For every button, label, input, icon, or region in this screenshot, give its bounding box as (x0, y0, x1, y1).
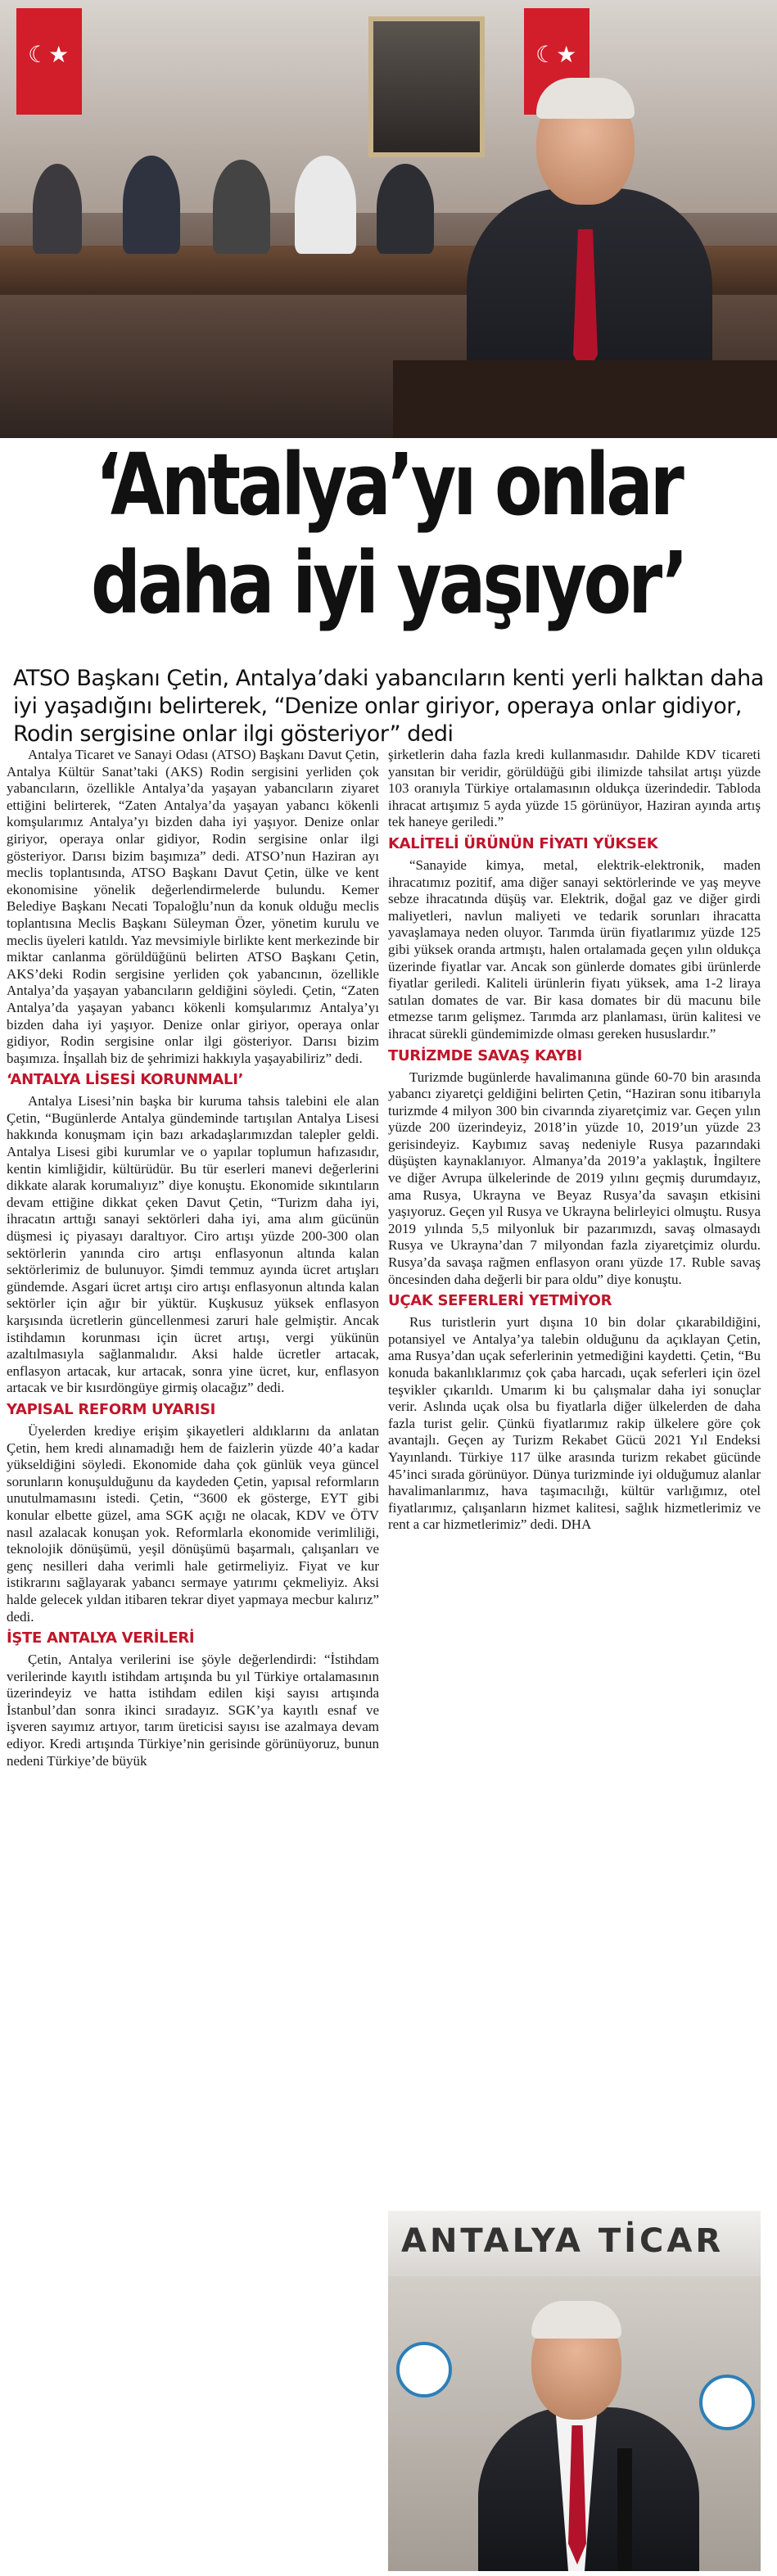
section-heading: İŞTE ANTALYA VERİLERİ (7, 1629, 195, 1647)
section-heading: YAPISAL REFORM UYARISI (7, 1400, 216, 1418)
microphone (617, 2448, 632, 2571)
turkish-flag-left (16, 8, 82, 115)
portrait-hair (531, 2301, 621, 2339)
attendee (33, 164, 82, 254)
bottom-photo (388, 2211, 761, 2571)
attendee (213, 160, 270, 254)
photo-banner-text: ANTALYA TİCAR (401, 2222, 725, 2260)
article-column-right (388, 747, 761, 1534)
article-paragraph: “Sanayide kimya, metal, elektrik-elektronik, maden ihracatımız pozitif, ama diğer sanayi sektörlerinde ve yaş meyve sebze ihracatında düşüş var. Elektrik, doğal gaz ve diğer girdi maliyetleri, navlun maliyeti ve tedarik sorunları ihracatta yavaşlamaya neden oluyor. Tarımda ürün fiyatlarımız yüzde 125 gibi yüksek oranda artmıştı, halen ortalamada geçen yılın oldukça üzerinde fiyatlar var. Ancak son günlerde domates gibi ürünlerde fiyatlar geriledi. Kaliteli ürünlerin fiyatı yüksek, ama 1-2 liraya satılan domates de var. Bir kasa domates bir dü macunu bile etmezse tarım gelişmez. Tarımda arz planlaması, ürün kalitesi ve ihracat sürekli gündemimizde olması gereken hususlardır.” (388, 856, 761, 1042)
attendee (295, 156, 356, 254)
headline-line-2: daha iyi yaşıyor’ (91, 533, 685, 633)
article-paragraph: şirketlerin daha fazla kredi kullanmasıdır. Dahilde KDV ticareti yansıtan bir veridir, görüldüğü gibi ilimizde tahsilat artışı yüzde 103 oranıyla Türkiye ortalamasının oldukça üzerindedir. Tabloda ihracat artışımız 5 ayda yüzde 15 görünüyor, Haziran ayında artış tek haneye geriledi.” (388, 747, 761, 830)
podium (393, 360, 777, 438)
speaker-hair (536, 78, 635, 119)
section-heading: UÇAK SEFERLERİ YETMİYOR (388, 1292, 612, 1310)
article-paragraph: Rus turistlerin yurt dışına 10 bin dolar çıkarabildiğini, potansiyel ve Antalya’ya talebin olduğunu da açıklayan Çetin, ama Rusya’dan uçak seferlerinin yetmediğini kaydetti. Çetin, “Bu konuda bakanlıklarımız çok çaba harcadı, uçak seferleri için özel teşvikler çıkarıldı. Umarım ki bu çalışmalar daha iyi sonuçlar verir. Aslında uçak olsa bu fiyatlarla diğer ülkelerden de daha fazla turist gelir. Çünkü fiyatlarımız rakip ülkelere göre çok avantajlı. Geçen ay Turizm Rekabet Gücü 2021 Yıl Endeksi Yayınlandı. Türkiye 117 ülke arasında turizm rekabet gücünde 45’inci sırada görünüyor. Dünya turizminde iyi olduğumuz alanlar havalimanlarımız, hava taşımacılığı, kültür varlığımız, otel fiyatlarımız, çalışanların hizmet kalitesi, sağlık hizmetlerimiz ve rent a car hizmetlerimiz” dedi. DHA (388, 1314, 761, 1533)
attendee (377, 164, 434, 254)
top-photo (0, 0, 777, 438)
section-heading: ‘ANTALYA LİSESİ KORUNMALI’ (7, 1071, 244, 1089)
section-heading: KALİTELİ ÜRÜNÜN FİYATI YÜKSEK (388, 834, 658, 852)
wall-portrait (368, 16, 485, 157)
atso-logo-icon (396, 2342, 452, 2397)
article-paragraph: Çetin, Antalya verilerini ise şöyle değerlendirdi: “İstihdam verilerinde kayıtlı istihdam artışında bu yıl Türkiye ortalamasının üzerindeyiz ve hatta istihdam edilen kişi sayısı artışında İstanbul’dan sonra ikinci sıradayız. SGK’ya kayıtlı esnaf ve işveren sayımız artıyor, tarım üreticisi sayısı ise azalmaya devam ediyor. Kredi artışında Türkiye’nin gerisinde görünüyoruz, bunun nedeni Türkiye’de büyük (7, 1652, 379, 1769)
article-paragraph: Üyelerden krediye erişim şikayetleri aldıklarını da anlatan Çetin, hem kredi alınamadığı hem de faizlerin yüzde 40’a kadar yükseldiğini söyledi. Ekonomide daha çok günlük veya güncel sorunların konuşulduğunu da kaydeden Çetin, yapısal reformların unutulmamasını istedi. Çetin, “3600 ek gösterge, EYT gibi konular elbette güzel, ama SGK açığı ne olacak, KDV ve ÖTV nasıl azalacak konuşan yok. Reformlarla ekonomide verimliliği, teknolojik dönüşümü, yeşil dönüşümü başarmalı, çalışanları ve genç nesilleri daha verimli hale getirmeliyiz. Fiyat ve kur istikrarını sağlayarak yabancı sermaye yatırımı çekmeliyiz. Aksi halde gelecek yıldan itibaren tekrar diyet yapmaya mecbur kalırız” dedi. (7, 1422, 379, 1625)
spot-text: ATSO Başkanı Çetin, Antalya’daki yabancıların kenti yerli halktan daha iyi yaşadığını belirterek, “Denize onlar giriyor, operaya onlar gidiyor, Rodin sergisine onlar ilgi gösteriyor” dedi (13, 666, 764, 747)
attendee (123, 156, 180, 254)
section-heading: TURİZMDE SAVAŞ KAYBI (388, 1046, 583, 1064)
article-paragraph: Turizmde bugünlerde havalimanına günde 60-70 bin arasında yabancı ziyaretçi geldiğini belirten Çetin, “Haziran sonu itibarıyla turizmde 4 milyon 300 bin civarında ziyaretçimiz var. Geçen yılın yüzde 200 üzerindeyiz, 2018’in yüzde 10, 2019’un yüzde 23 gerisindeyiz. Kaybımız savaş nedeniyle Rusya pazarındaki düşüşten kaynaklanıyor. Almanya’da 2019’a yaklaştık, İngiltere ve diğer Avrupa ülkelerinde de 2019 yılını geçmiş durumdayız, ama Rusya, Ukrayna ve Beyaz Rusya’da savaşın etkisini yaşıyoruz. Geçen yıl Rusya ve Ukrayna belirleyici olmuştu. Rusya 2019 yılında 5,5 milyonluk bir pazarımızdı, savaş olmasaydı Rusya ve Ukrayna’dan 7 milyondan fazla ziyaretçimiz olurdu. Rusya’da savaşa rağmen enflasyon oranı yüzde 17. Ruble savaş öncesinden daha değerli bir para oldu” diye konuştu. (388, 1069, 761, 1287)
atso-logo-icon (699, 2375, 755, 2430)
article-column-left (7, 747, 379, 1769)
article-paragraph: Antalya Lisesi’nin başka bir kuruma tahsis talebini ele alan Çetin, “Bugünlerde Antalya gündeminde tartışılan Antalya Lisesi hakkında konuşmam için bazı arkadaşlarımızdan talepler geldi. Antalya Lisesi gibi kurumlar ve o yapılar toplumun hafızasıdır, kentin kimliğidir, kültürüdür. Bu tür eserleri manevi değerlerini dikkate alarak korumalıyız” diye konuştu. Ekonomide sıkıntıların devam ettiğine dikkat çeken Davut Çetin, “Turizm daha iyi, ihracatın arttığı sanayi sektörleri daha iyi, ama alım gücünün düşmesi iç piyasayı daraltıyor. Ciro artışı yüzde 200-300 olan sektörlerin yanında ciro artışı enflasyonun altında kalan sektörlerimiz de bulunuyor. Şimdi temmuz ayında ücret artışları gündemde. Asgari ücret artışı ciro artışı enflasyonun altında kalan sektörler için ağır bir yüktür. Kuşkusuz yüksek enflasyon karşısında ücretlerin güncellenmesi zaruri hale gelmiştir. Ancak istihdamın korunması için ücret artışı, vergi yükünün azaltılmasıyla sağlanmalıdır. Aksi halde ücretler artacak, enflasyon artacak, kur artacak, sonra yine ücret, kur, enflasyon artacak ve bir kısırdöngüye girmiş olacağız” dedi. (7, 1093, 379, 1396)
headline-line-1: ‘Antalya’yı onlar (95, 435, 681, 535)
headline (79, 436, 697, 632)
article-paragraph: Antalya Ticaret ve Sanayi Odası (ATSO) Başkanı Davut Çetin, Antalya Kültür Sanat’taki (AKS) Rodin sergisini yerliden çok yabancıların, özellikle Antalya’da yaşayan yabancıların ziyaret ettiğini belirterek, “Zaten Antalya’da yaşayan yabancı kökenli komşularımız Antalya’yı bizden daha iyi yaşıyor. Denize onlar giriyor, operaya onlar gidiyor, Rodin sergisine onlar ilgi gösteriyor. Darısı bizim başımıza” dedi. ATSO’nun Haziran ayı meclis toplantısında, ATSO Başkanı Davut Çetin, ülke ve kent ekonomisine yönelik değerlendirmelerde bulundu. Kemer Belediye Başkanı Necati Topaloğlu’nun da konuk olduğu meclis toplantısına Meclis Başkanı Süleyman Özer, yönetim kurulu ve meclis üyeleri katıldı. Yaz mevsimiyle birlikte kent merkezinde bir miktar canlanma görüldüğünü belirten ATSO Başkanı Çetin, AKS’deki Rodin sergisine yerliden çok yabancının, özellikle Antalya’da yaşayan yabancıların geldiğini söyledi. Çetin, “Zaten Antalya’da yaşayan yabancı kökenli komşularımız Antalya’yı bizden daha iyi yaşıyor. Denize onlar giriyor, operaya onlar gidiyor, Rodin sergisine onlar ilgi gösteriyor. Darısı bizim başımıza. İnşallah biz de şehrimizi hakkıyla yaşayabiliriz” dedi. (7, 747, 379, 1066)
